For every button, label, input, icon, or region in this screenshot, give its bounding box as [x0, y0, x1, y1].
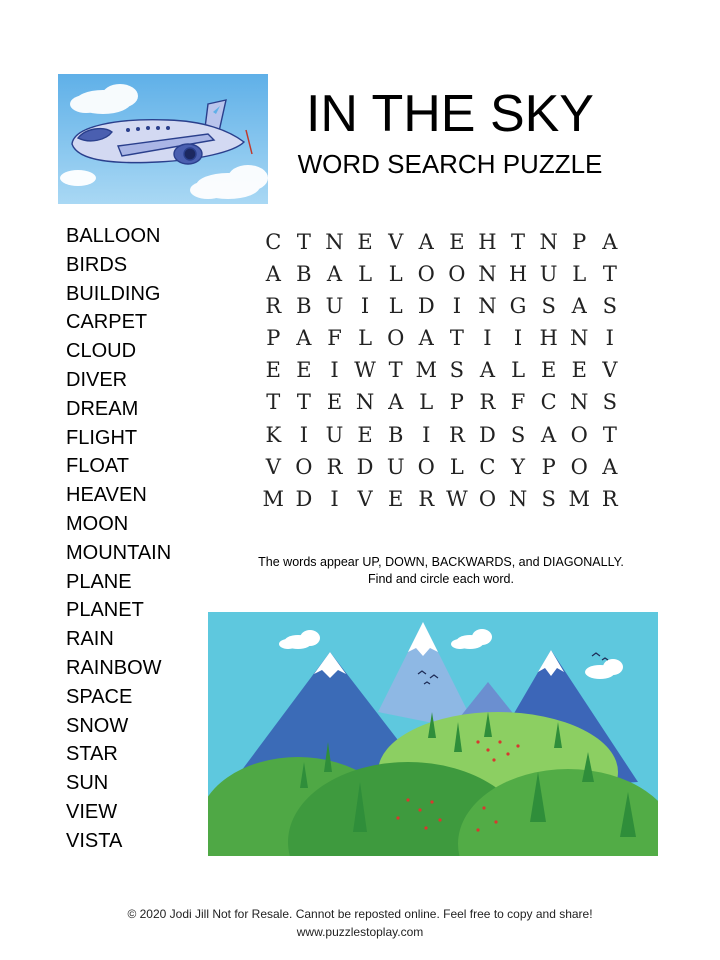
grid-letter[interactable]: C: [265, 230, 282, 254]
grid-letter[interactable]: U: [325, 294, 344, 319]
grid-row: [258, 258, 625, 290]
word-list: [66, 222, 171, 856]
grid-letter[interactable]: O: [570, 422, 588, 447]
grid-letter[interactable]: B: [296, 262, 312, 287]
grid-letter[interactable]: V: [265, 454, 281, 479]
grid-letter[interactable]: C: [479, 454, 496, 479]
grid-letter[interactable]: O: [448, 262, 466, 287]
grid-letter[interactable]: L: [419, 390, 434, 415]
grid-letter[interactable]: E: [326, 390, 343, 415]
word-list-item: SNOW: [66, 714, 129, 737]
grid-letter[interactable]: T: [266, 390, 281, 415]
grid-letter[interactable]: B: [387, 422, 404, 447]
grid-letter[interactable]: L: [511, 358, 526, 383]
grid-letter[interactable]: H: [478, 230, 497, 254]
word-list-item: CARPET: [66, 311, 148, 334]
instructions-line: The words appear UP, DOWN, BACKWARDS, and DIAGONALLY.: [258, 555, 624, 569]
grid-letter[interactable]: M: [262, 486, 285, 511]
grid-letter[interactable]: S: [602, 390, 618, 415]
word-list-item: RAIN: [66, 628, 114, 651]
grid-letter[interactable]: E: [540, 358, 557, 383]
grid-letter[interactable]: D: [417, 294, 435, 319]
word-list-item: DIVER: [66, 368, 128, 391]
word-list-item: STAR: [66, 743, 118, 766]
grid-letter[interactable]: Y: [511, 454, 525, 479]
instructions: [240, 554, 642, 588]
word-list-item: VISTA: [66, 829, 123, 852]
grid-letter[interactable]: S: [541, 486, 556, 511]
grid-letter[interactable]: W: [446, 486, 468, 511]
grid-letter[interactable]: P: [572, 230, 587, 254]
grid-letter[interactable]: U: [325, 422, 344, 447]
word-list-item: BALLOON: [66, 225, 161, 247]
grid-row: [258, 354, 625, 386]
grid-letter[interactable]: V: [388, 230, 404, 254]
grid-letter[interactable]: R: [326, 454, 343, 479]
grid-letter[interactable]: R: [601, 486, 618, 511]
page-subtitle: WORD SEARCH PUZZLE: [297, 149, 603, 179]
grid-letter[interactable]: P: [266, 326, 281, 351]
grid-letter[interactable]: A: [388, 390, 404, 415]
grid-letter[interactable]: A: [602, 454, 618, 479]
word-list-item: VIEW: [66, 800, 118, 823]
letter-grid: [258, 226, 625, 515]
grid-letter[interactable]: U: [539, 262, 558, 287]
grid-letter[interactable]: V: [357, 486, 373, 511]
grid-letter[interactable]: C: [540, 390, 557, 415]
grid-letter[interactable]: I: [360, 294, 370, 319]
grid-letter[interactable]: I: [330, 486, 339, 511]
grid-letter[interactable]: A: [602, 230, 618, 254]
grid-row: [258, 290, 625, 322]
grid-letter[interactable]: A: [479, 358, 496, 383]
grid-letter[interactable]: A: [265, 262, 281, 287]
grid-letter[interactable]: N: [325, 230, 344, 254]
grid-letter[interactable]: I: [299, 422, 309, 447]
grid-letter[interactable]: N: [478, 294, 497, 319]
word-list-item: BIRDS: [66, 253, 128, 276]
grid-letter[interactable]: I: [605, 326, 614, 351]
grid-letter[interactable]: R: [418, 486, 435, 511]
grid-letter[interactable]: M: [568, 486, 590, 511]
grid-letter[interactable]: B: [296, 294, 312, 319]
grid-letter[interactable]: A: [541, 422, 557, 447]
word-list-item: BUILDING: [66, 282, 161, 305]
grid-letter[interactable]: N: [508, 486, 528, 511]
grid-letter[interactable]: A: [571, 294, 587, 319]
grid-letter[interactable]: P: [541, 454, 556, 479]
grid-letter[interactable]: O: [417, 454, 435, 479]
mountain-landscape-illustration: [208, 612, 658, 856]
grid-letter[interactable]: L: [572, 262, 587, 287]
grid-letter[interactable]: N: [355, 390, 375, 415]
grid-letter[interactable]: F: [510, 390, 526, 415]
grid-letter[interactable]: I: [513, 326, 523, 351]
grid-row: [258, 322, 625, 354]
grid-letter[interactable]: O: [417, 262, 435, 287]
grid-letter[interactable]: L: [358, 326, 373, 351]
grid-letter[interactable]: E: [296, 358, 312, 383]
grid-row: [258, 226, 625, 258]
page-title: IN THE SKY: [305, 85, 594, 143]
grid-letter[interactable]: E: [357, 422, 373, 447]
instructions-line: Find and circle each word.: [368, 572, 514, 586]
grid-letter[interactable]: R: [479, 390, 496, 415]
grid-letter[interactable]: I: [330, 358, 339, 383]
word-list-item: PLANET: [66, 599, 144, 622]
grid-letter[interactable]: L: [449, 454, 464, 479]
grid-letter[interactable]: F: [327, 326, 342, 351]
copyright-text: © 2020 Jodi Jill Not for Resale. Cannot be reposted online. Feel free to copy and share!: [127, 907, 593, 921]
airplane-illustration: [58, 74, 268, 204]
grid-row: [258, 451, 625, 483]
grid-letter[interactable]: V: [602, 358, 618, 383]
grid-letter[interactable]: N: [478, 262, 497, 287]
grid-letter[interactable]: D: [356, 454, 374, 479]
grid-letter[interactable]: O: [387, 326, 405, 351]
word-list-item: FLIGHT: [66, 426, 138, 449]
grid-letter[interactable]: T: [296, 230, 311, 254]
grid-letter[interactable]: I: [483, 326, 492, 351]
grid-letter[interactable]: E: [571, 358, 587, 383]
grid-letter[interactable]: T: [388, 358, 403, 383]
grid-letter[interactable]: A: [418, 230, 434, 254]
grid-letter[interactable]: T: [449, 326, 464, 351]
grid-row: [258, 386, 625, 418]
grid-letter[interactable]: E: [357, 230, 373, 254]
word-list-item: RAINBOW: [66, 656, 162, 679]
word-list-item: DREAM: [66, 397, 139, 420]
grid-letter[interactable]: S: [541, 294, 556, 319]
grid-letter[interactable]: E: [388, 486, 404, 511]
word-list-item: MOON: [66, 512, 129, 535]
word-list-item: SPACE: [66, 685, 133, 708]
website-link[interactable]: www.puzzlestoplay.com: [296, 925, 424, 939]
grid-letter[interactable]: N: [539, 230, 558, 254]
grid-letter[interactable]: M: [415, 358, 438, 383]
grid-letter[interactable]: A: [326, 262, 343, 287]
word-list-item: FLOAT: [66, 455, 129, 478]
grid-letter[interactable]: L: [388, 262, 403, 287]
grid-letter[interactable]: O: [478, 486, 497, 511]
word-list-item: CLOUD: [66, 340, 137, 363]
grid-letter[interactable]: O: [295, 454, 313, 479]
grid-letter[interactable]: W: [354, 358, 376, 383]
grid-letter[interactable]: D: [295, 486, 313, 511]
grid-letter[interactable]: O: [570, 454, 588, 479]
grid-letter[interactable]: N: [570, 326, 589, 351]
grid-letter[interactable]: P: [449, 390, 464, 415]
grid-letter[interactable]: U: [386, 454, 405, 479]
grid-row: [258, 419, 625, 451]
grid-letter[interactable]: N: [570, 390, 589, 415]
grid-letter[interactable]: S: [510, 422, 526, 447]
grid-letter[interactable]: T: [602, 262, 617, 287]
word-list-item: HEAVEN: [66, 484, 147, 507]
grid-letter[interactable]: L: [388, 294, 403, 319]
grid-letter[interactable]: R: [448, 422, 465, 447]
grid-row: [258, 483, 625, 515]
grid-letter[interactable]: T: [602, 422, 617, 447]
grid-letter[interactable]: K: [265, 422, 282, 447]
grid-letter[interactable]: A: [296, 326, 312, 351]
grid-letter[interactable]: S: [449, 358, 465, 383]
grid-letter[interactable]: I: [452, 294, 461, 319]
word-list-item: SUN: [66, 772, 109, 795]
grid-letter[interactable]: I: [422, 422, 431, 447]
grid-letter[interactable]: A: [418, 326, 434, 351]
grid-letter[interactable]: D: [479, 422, 496, 447]
grid-letter[interactable]: H: [539, 326, 558, 351]
grid-letter[interactable]: E: [265, 358, 281, 383]
grid-letter[interactable]: T: [296, 390, 311, 415]
grid-letter[interactable]: R: [265, 294, 282, 319]
grid-letter[interactable]: T: [511, 230, 526, 254]
grid-letter[interactable]: G: [509, 294, 527, 319]
grid-letter[interactable]: H: [508, 262, 528, 287]
grid-letter[interactable]: E: [449, 230, 465, 254]
word-list-item: PLANE: [66, 570, 132, 593]
word-list-item: MOUNTAIN: [66, 541, 172, 564]
footer: [0, 905, 720, 941]
grid-letter[interactable]: S: [602, 294, 618, 319]
grid-letter[interactable]: L: [358, 262, 373, 287]
